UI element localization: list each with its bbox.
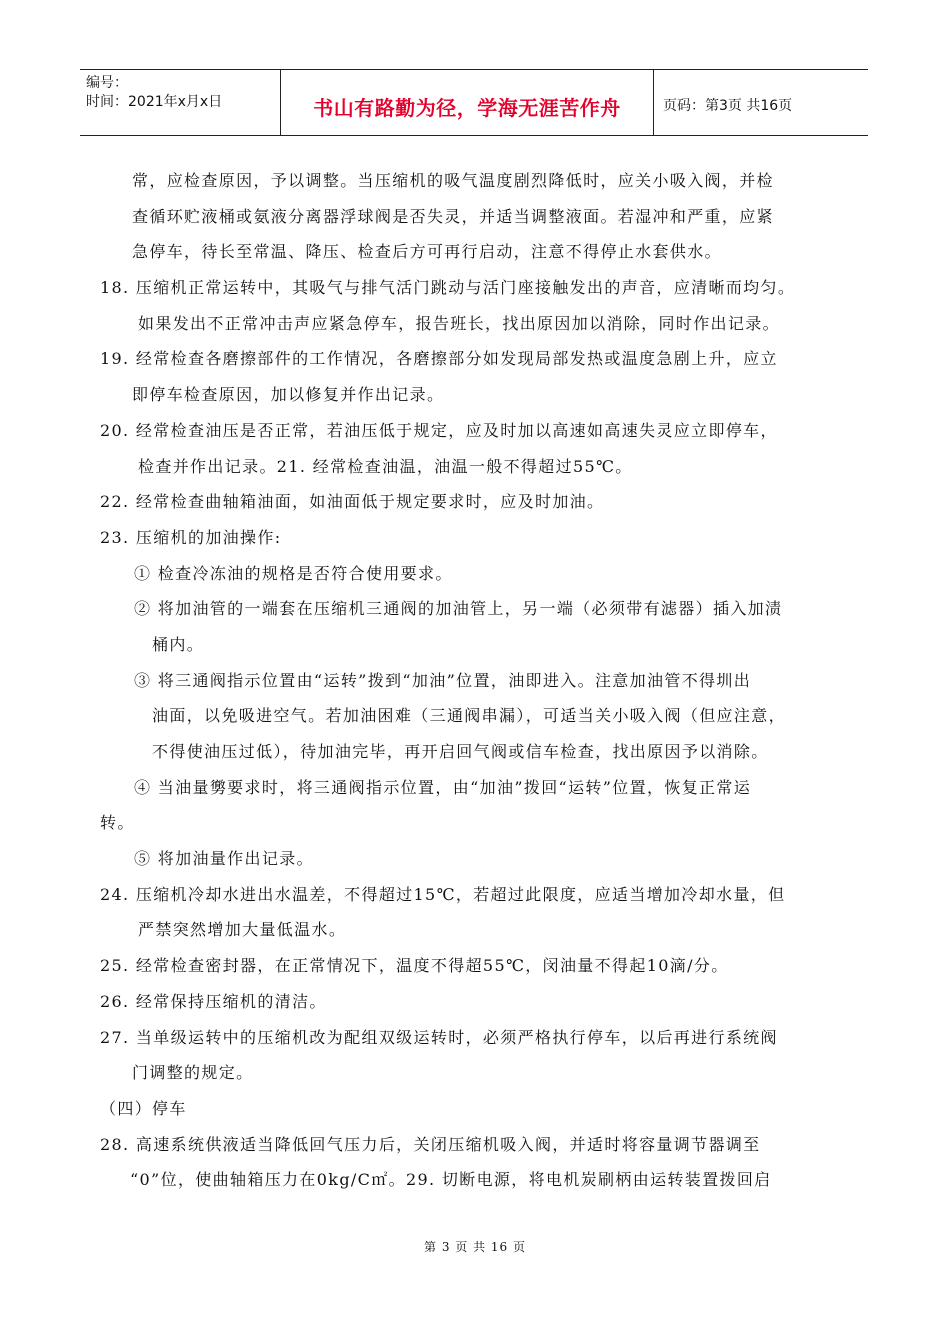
body-text-line: 即停车检查原因，加以修复并作出记录。 (132, 385, 445, 405)
body-text-line: 20. 经常检查油压是否正常，若油压低于规定，应及时加以高速如高速失灵应立即停车， (100, 420, 778, 440)
body-text-line: 油面，以免吸进空气。若加油困难（三通阀串漏），可适当关小吸入阀（但应注意， (152, 706, 786, 726)
body-text-line: 常，应检查原因，予以调整。当压缩机的吸气温度剧烈降低时，应关小吸入阀，并检 (132, 171, 774, 190)
document-date: 时间：2021年x月x日 (86, 94, 223, 110)
body-text-line: ④ 当油量勶要求时，将三通阀指示位置，由“加油”拨回“运转”位置，恢复正常运 (134, 777, 752, 797)
body-text-line: 23. 压缩机的加油操作: (100, 527, 282, 547)
body-text-line: 19. 经常检查各磨擦部件的工作情况，各磨擦部分如发现局部发热或温度急剧上升，应立 (100, 349, 778, 369)
document-body (100, 163, 860, 1198)
page-footer: 第 3 页 共 16 页 (424, 1240, 526, 1254)
body-text-line: ⑤ 将加油量作出记录。 (134, 849, 314, 869)
body-text-line: 急停车，待长至常温、降压、检查后方可再行启动，注意不得停止水套供水。 (132, 242, 722, 262)
body-text-line: ② 将加油管的一端套在压缩机三通阀的加油管上，另一端（必须带有滤器）插入加渍 (134, 599, 783, 619)
body-text-line: 24. 压缩机冷却水进出水温差，不得超过15℃，若超过此限度，应适当增加冷却水量，但 (100, 884, 786, 904)
document-number-label: 编号： (86, 75, 128, 91)
body-text-line: 25. 经常检查密封器，在正常情况下，温度不得超55℃，闵油量不得起10滴/分。 (100, 956, 729, 976)
body-text-line: 严禁突然增加大量低温水。 (138, 920, 347, 940)
body-text-line: 桶内。 (152, 634, 205, 654)
header-motto-cell (281, 70, 654, 135)
body-text-line: ① 检查冷冻油的规格是否符合使用要求。 (134, 563, 453, 583)
body-text-line: 转。 (100, 813, 135, 833)
body-text-line: 26. 经常保持压缩机的清洁。 (100, 991, 327, 1011)
body-text-line: （四）停车 (100, 1098, 187, 1118)
header-motto: 书山有路勤为径，学海无涯苦作舟 (313, 96, 621, 120)
body-text-line: ③ 将三通阀指示位置由“运转”拨到“加油”位置，油即进入。注意加油管不得圳出 (134, 670, 752, 690)
body-text-line: “0”位，使曲轴箱压力在0kg/C㎡。29. 切断电源，将电机炭刷柄由运转装置拨回启 (130, 1170, 772, 1190)
body-text-line: 不得使油压过低），待加油完毕，再开启回气阀或信车检查，找出原因予以消除。 (152, 742, 769, 761)
header-page-code: 页码：第3页 共16页 (663, 97, 793, 114)
header-meta (80, 70, 281, 135)
body-text-line: 28. 高速系统供液适当降低回气压力后，关闭压缩机吸入阀，并适时将容量调节器调至 (100, 1134, 761, 1154)
body-text-line: 查循环贮液桶或氨液分离器浮球阀是否失灵，并适当调整液面。若湿冲和严重，应紧 (132, 206, 774, 226)
body-text-line: 27. 当单级运转中的压缩机改为配组双级运转时，必须严格执行停车，以后再进行系统阀 (100, 1027, 778, 1047)
body-text-line: 如果发出不正常冲击声应紧急停车，报告班长，找出原因加以消除，同时作出记录。 (138, 313, 780, 333)
body-text-line: 检查并作出记录。21. 经常检查油温，油温一般不得超过55℃。 (138, 456, 633, 476)
body-text-line: 门调整的规定。 (132, 1063, 254, 1083)
body-text-line: 22. 经常检查曲轴箱油面，如油面低于规定要求时，应及时加油。 (100, 492, 605, 512)
body-text-line: 18. 压缩机正常运转中，其吸气与排气活门跳动与活门座接触发出的声音，应清晰而均匀。 (100, 278, 796, 298)
page-header (80, 69, 868, 136)
